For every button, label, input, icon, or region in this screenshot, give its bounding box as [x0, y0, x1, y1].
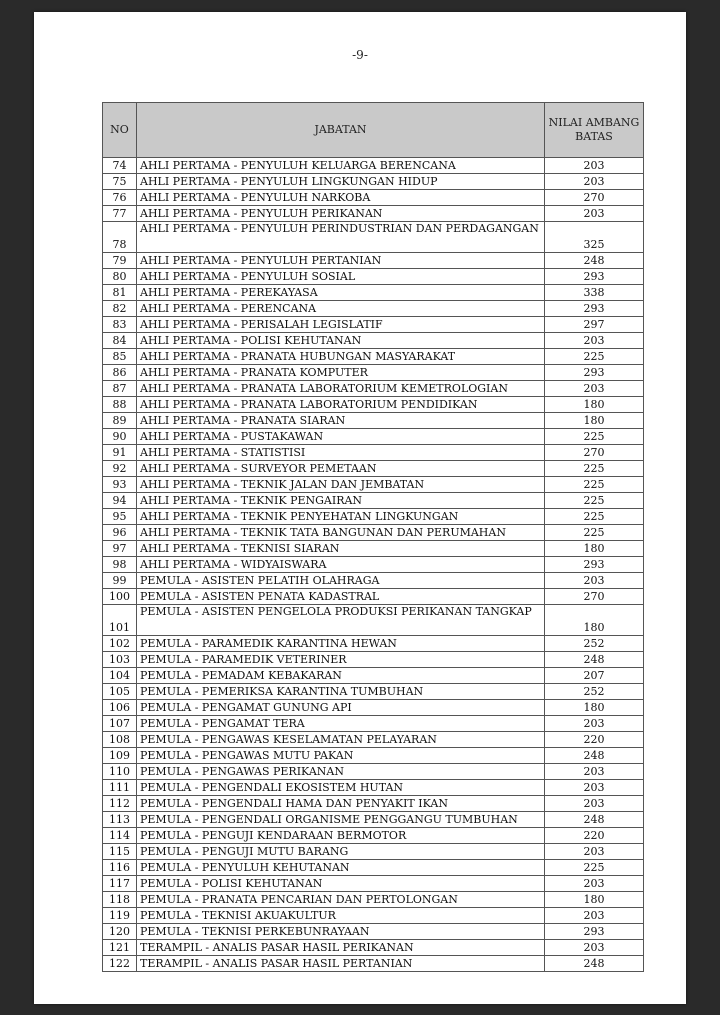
table-row: [103, 908, 644, 924]
cell-no: 95: [103, 509, 137, 525]
cell-no: 114: [103, 828, 137, 844]
cell-no: 107: [103, 716, 137, 732]
table-row: [103, 333, 644, 349]
cell-nilai: 225: [545, 461, 644, 477]
cell-no: 118: [103, 892, 137, 908]
table-row: [103, 748, 644, 764]
cell-jabatan: AHLI PERTAMA - PRANATA KOMPUTER: [137, 365, 545, 381]
table-row: [103, 413, 644, 429]
table-row: [103, 876, 644, 892]
cell-nilai: 203: [545, 381, 644, 397]
cell-nilai: 220: [545, 732, 644, 748]
table-row: [103, 285, 644, 301]
cell-no: 76: [103, 190, 137, 206]
cell-no: 99: [103, 573, 137, 589]
cell-nilai: 252: [545, 636, 644, 652]
cell-jabatan: PEMULA - PARAMEDIK KARANTINA HEWAN: [137, 636, 545, 652]
table-row: [103, 796, 644, 812]
table-row: [103, 844, 644, 860]
cell-no: 83: [103, 317, 137, 333]
table-row: [103, 860, 644, 876]
cell-nilai: 293: [545, 365, 644, 381]
cell-jabatan: AHLI PERTAMA - PRANATA HUBUNGAN MASYARAKAT: [137, 349, 545, 365]
cell-nilai: 203: [545, 796, 644, 812]
table-row: [103, 429, 644, 445]
cell-nilai: 252: [545, 684, 644, 700]
cell-no: 90: [103, 429, 137, 445]
table-row: [103, 716, 644, 732]
cell-nilai: 207: [545, 668, 644, 684]
cell-jabatan: PEMULA - ASISTEN PELATIH OLAHRAGA: [137, 573, 545, 589]
cell-nilai: 225: [545, 525, 644, 541]
cell-jabatan: AHLI PERTAMA - PENYULUH KELUARGA BERENCANA: [137, 158, 545, 174]
cell-jabatan: PEMULA - PENGUJI KENDARAAN BERMOTOR: [137, 828, 545, 844]
table-row: [103, 206, 644, 222]
table-row: [103, 700, 644, 716]
cell-nilai: 203: [545, 716, 644, 732]
table-row: [103, 525, 644, 541]
cell-jabatan: TERAMPIL - ANALIS PASAR HASIL PERTANIAN: [137, 956, 545, 972]
cell-jabatan: PEMULA - PENGAWAS KESELAMATAN PELAYARAN: [137, 732, 545, 748]
cell-jabatan: AHLI PERTAMA - PRANATA SIARAN: [137, 413, 545, 429]
cell-jabatan: AHLI PERTAMA - PENYULUH PERTANIAN: [137, 253, 545, 269]
cell-jabatan: PEMULA - PENGAWAS MUTU PAKAN: [137, 748, 545, 764]
cell-no: 94: [103, 493, 137, 509]
cell-nilai: 225: [545, 349, 644, 365]
cell-jabatan: AHLI PERTAMA - TEKNIK PENYEHATAN LINGKUNGAN: [137, 509, 545, 525]
cell-jabatan: AHLI PERTAMA - PERISALAH LEGISLATIF: [137, 317, 545, 333]
table-row: [103, 190, 644, 206]
cell-jabatan: AHLI PERTAMA - PENYULUH PERIKANAN: [137, 206, 545, 222]
table-row: [103, 828, 644, 844]
cell-no: 101: [103, 605, 137, 636]
cell-nilai: 270: [545, 589, 644, 605]
cell-no: 106: [103, 700, 137, 716]
cell-no: 105: [103, 684, 137, 700]
cell-nilai: 203: [545, 844, 644, 860]
table-row: [103, 541, 644, 557]
cell-no: 113: [103, 812, 137, 828]
cell-jabatan: AHLI PERTAMA - PUSTAKAWAN: [137, 429, 545, 445]
cell-nilai: 203: [545, 908, 644, 924]
cell-jabatan: AHLI PERTAMA - PENYULUH PERINDUSTRIAN DAN PERDAGANGAN: [137, 222, 545, 253]
cell-nilai: 203: [545, 174, 644, 190]
cell-jabatan: AHLI PERTAMA - SURVEYOR PEMETAAN: [137, 461, 545, 477]
cell-nilai: 248: [545, 956, 644, 972]
cell-jabatan: PEMULA - PENGAMAT GUNUNG API: [137, 700, 545, 716]
cell-jabatan: TERAMPIL - ANALIS PASAR HASIL PERIKANAN: [137, 940, 545, 956]
table-row: [103, 509, 644, 525]
cell-no: 119: [103, 908, 137, 924]
cell-no: 108: [103, 732, 137, 748]
cell-nilai: 248: [545, 748, 644, 764]
cell-nilai: 203: [545, 333, 644, 349]
cell-no: 77: [103, 206, 137, 222]
cell-no: 75: [103, 174, 137, 190]
cell-no: 93: [103, 477, 137, 493]
cell-nilai: 203: [545, 780, 644, 796]
cell-jabatan: PEMULA - POLISI KEHUTANAN: [137, 876, 545, 892]
cell-no: 122: [103, 956, 137, 972]
cell-no: 98: [103, 557, 137, 573]
cell-nilai: 203: [545, 206, 644, 222]
cell-nilai: 180: [545, 605, 644, 636]
cell-nilai: 203: [545, 573, 644, 589]
cell-no: 80: [103, 269, 137, 285]
cell-no: 86: [103, 365, 137, 381]
cell-jabatan: PEMULA - PENGENDALI EKOSISTEM HUTAN: [137, 780, 545, 796]
cell-jabatan: PEMULA - PEMERIKSA KARANTINA TUMBUHAN: [137, 684, 545, 700]
cell-no: 112: [103, 796, 137, 812]
cell-nilai: 293: [545, 924, 644, 940]
cell-no: 120: [103, 924, 137, 940]
table-row: [103, 780, 644, 796]
cell-jabatan: PEMULA - PENGENDALI HAMA DAN PENYAKIT IKAN: [137, 796, 545, 812]
cell-no: 111: [103, 780, 137, 796]
table-row: [103, 892, 644, 908]
table-row: [103, 573, 644, 589]
header-jabatan: JABATAN: [137, 103, 545, 158]
cell-jabatan: PEMULA - PENGAMAT TERA: [137, 716, 545, 732]
table-body: [103, 158, 644, 972]
cell-no: 97: [103, 541, 137, 557]
cell-nilai: 180: [545, 541, 644, 557]
table-row: [103, 365, 644, 381]
table-row: [103, 253, 644, 269]
cell-nilai: 225: [545, 509, 644, 525]
table-row: [103, 557, 644, 573]
table-row: [103, 317, 644, 333]
cell-nilai: 220: [545, 828, 644, 844]
header-nilai-ambang-batas: NILAI AMBANG BATAS: [545, 103, 644, 158]
cell-nilai: 180: [545, 892, 644, 908]
cell-jabatan: PEMULA - PRANATA PENCARIAN DAN PERTOLONGAN: [137, 892, 545, 908]
cell-nilai: 297: [545, 317, 644, 333]
cell-jabatan: PEMULA - TEKNISI AKUAKULTUR: [137, 908, 545, 924]
cell-no: 96: [103, 525, 137, 541]
table-row: [103, 477, 644, 493]
cell-nilai: 180: [545, 397, 644, 413]
cell-jabatan: PEMULA - PENGUJI MUTU BARANG: [137, 844, 545, 860]
cell-nilai: 180: [545, 700, 644, 716]
table-row: [103, 461, 644, 477]
cell-no: 100: [103, 589, 137, 605]
cell-nilai: 248: [545, 652, 644, 668]
cell-jabatan: AHLI PERTAMA - TEKNISI SIARAN: [137, 541, 545, 557]
cell-nilai: 225: [545, 860, 644, 876]
cell-nilai: 338: [545, 285, 644, 301]
cell-jabatan: PEMULA - ASISTEN PENATA KADASTRAL: [137, 589, 545, 605]
cell-jabatan: AHLI PERTAMA - TEKNIK TATA BANGUNAN DAN PERUMAHAN: [137, 525, 545, 541]
cell-no: 84: [103, 333, 137, 349]
cell-no: 74: [103, 158, 137, 174]
cell-jabatan: AHLI PERTAMA - PENYULUH SOSIAL: [137, 269, 545, 285]
table-row: [103, 301, 644, 317]
cell-jabatan: AHLI PERTAMA - STATISTISI: [137, 445, 545, 461]
cell-nilai: 248: [545, 253, 644, 269]
table-row: [103, 636, 644, 652]
cell-jabatan: PEMULA - PARAMEDIK VETERINER: [137, 652, 545, 668]
cell-no: 102: [103, 636, 137, 652]
cell-nilai: 203: [545, 158, 644, 174]
table-row: [103, 381, 644, 397]
table-row: [103, 349, 644, 365]
cell-no: 104: [103, 668, 137, 684]
cell-jabatan: PEMULA - PENGENDALI ORGANISME PENGGANGU TUMBUHAN: [137, 812, 545, 828]
table-row: [103, 158, 644, 174]
cell-nilai: 293: [545, 301, 644, 317]
cell-no: 82: [103, 301, 137, 317]
cell-jabatan: AHLI PERTAMA - TEKNIK PENGAIRAN: [137, 493, 545, 509]
document-page: [34, 12, 686, 1004]
cell-nilai: 293: [545, 557, 644, 573]
cell-no: 78: [103, 222, 137, 253]
table-row: [103, 940, 644, 956]
table-row: [103, 732, 644, 748]
cell-nilai: 270: [545, 445, 644, 461]
cell-jabatan: AHLI PERTAMA - WIDYAISWARA: [137, 557, 545, 573]
table-row: [103, 397, 644, 413]
cell-no: 92: [103, 461, 137, 477]
table-row: [103, 812, 644, 828]
cell-nilai: 203: [545, 940, 644, 956]
cell-nilai: 248: [545, 812, 644, 828]
table-row: [103, 589, 644, 605]
cell-nilai: 325: [545, 222, 644, 253]
cell-jabatan: PEMULA - PEMADAM KEBAKARAN: [137, 668, 545, 684]
table-row: [103, 493, 644, 509]
table-row: [103, 445, 644, 461]
cell-jabatan: AHLI PERTAMA - POLISI KEHUTANAN: [137, 333, 545, 349]
table-row: [103, 174, 644, 190]
nilai-ambang-batas-table: [102, 102, 644, 972]
cell-no: 91: [103, 445, 137, 461]
cell-no: 116: [103, 860, 137, 876]
cell-jabatan: PEMULA - ASISTEN PENGELOLA PRODUKSI PERIKANAN TANGKAP: [137, 605, 545, 636]
cell-nilai: 293: [545, 269, 644, 285]
cell-no: 89: [103, 413, 137, 429]
cell-jabatan: AHLI PERTAMA - PEREKAYASA: [137, 285, 545, 301]
table-row: [103, 269, 644, 285]
cell-nilai: 225: [545, 493, 644, 509]
cell-jabatan: AHLI PERTAMA - PRANATA LABORATORIUM KEMETROLOGIAN: [137, 381, 545, 397]
table-row: [103, 652, 644, 668]
cell-nilai: 225: [545, 477, 644, 493]
cell-no: 79: [103, 253, 137, 269]
cell-no: 109: [103, 748, 137, 764]
cell-no: 81: [103, 285, 137, 301]
table-row: [103, 222, 644, 253]
cell-nilai: 270: [545, 190, 644, 206]
cell-jabatan: PEMULA - TEKNISI PERKEBUNRAYAAN: [137, 924, 545, 940]
cell-jabatan: AHLI PERTAMA - PENYULUH LINGKUNGAN HIDUP: [137, 174, 545, 190]
cell-jabatan: AHLI PERTAMA - TEKNIK JALAN DAN JEMBATAN: [137, 477, 545, 493]
cell-jabatan: PEMULA - PENGAWAS PERIKANAN: [137, 764, 545, 780]
cell-no: 115: [103, 844, 137, 860]
table-row: [103, 924, 644, 940]
cell-no: 103: [103, 652, 137, 668]
table-row: [103, 668, 644, 684]
cell-no: 117: [103, 876, 137, 892]
cell-no: 87: [103, 381, 137, 397]
cell-jabatan: AHLI PERTAMA - PRANATA LABORATORIUM PENDIDIKAN: [137, 397, 545, 413]
cell-no: 85: [103, 349, 137, 365]
page-number: -9-: [352, 48, 368, 62]
cell-no: 88: [103, 397, 137, 413]
cell-jabatan: AHLI PERTAMA - PERENCANA: [137, 301, 545, 317]
table-row: [103, 605, 644, 636]
table-row: [103, 684, 644, 700]
cell-jabatan: PEMULA - PENYULUH KEHUTANAN: [137, 860, 545, 876]
cell-nilai: 180: [545, 413, 644, 429]
table-row: [103, 956, 644, 972]
cell-nilai: 225: [545, 429, 644, 445]
table-header-row: [103, 103, 644, 158]
table-row: [103, 764, 644, 780]
cell-nilai: 203: [545, 876, 644, 892]
cell-no: 121: [103, 940, 137, 956]
cell-nilai: 203: [545, 764, 644, 780]
cell-jabatan: AHLI PERTAMA - PENYULUH NARKOBA: [137, 190, 545, 206]
header-no: NO: [103, 103, 137, 158]
cell-no: 110: [103, 764, 137, 780]
